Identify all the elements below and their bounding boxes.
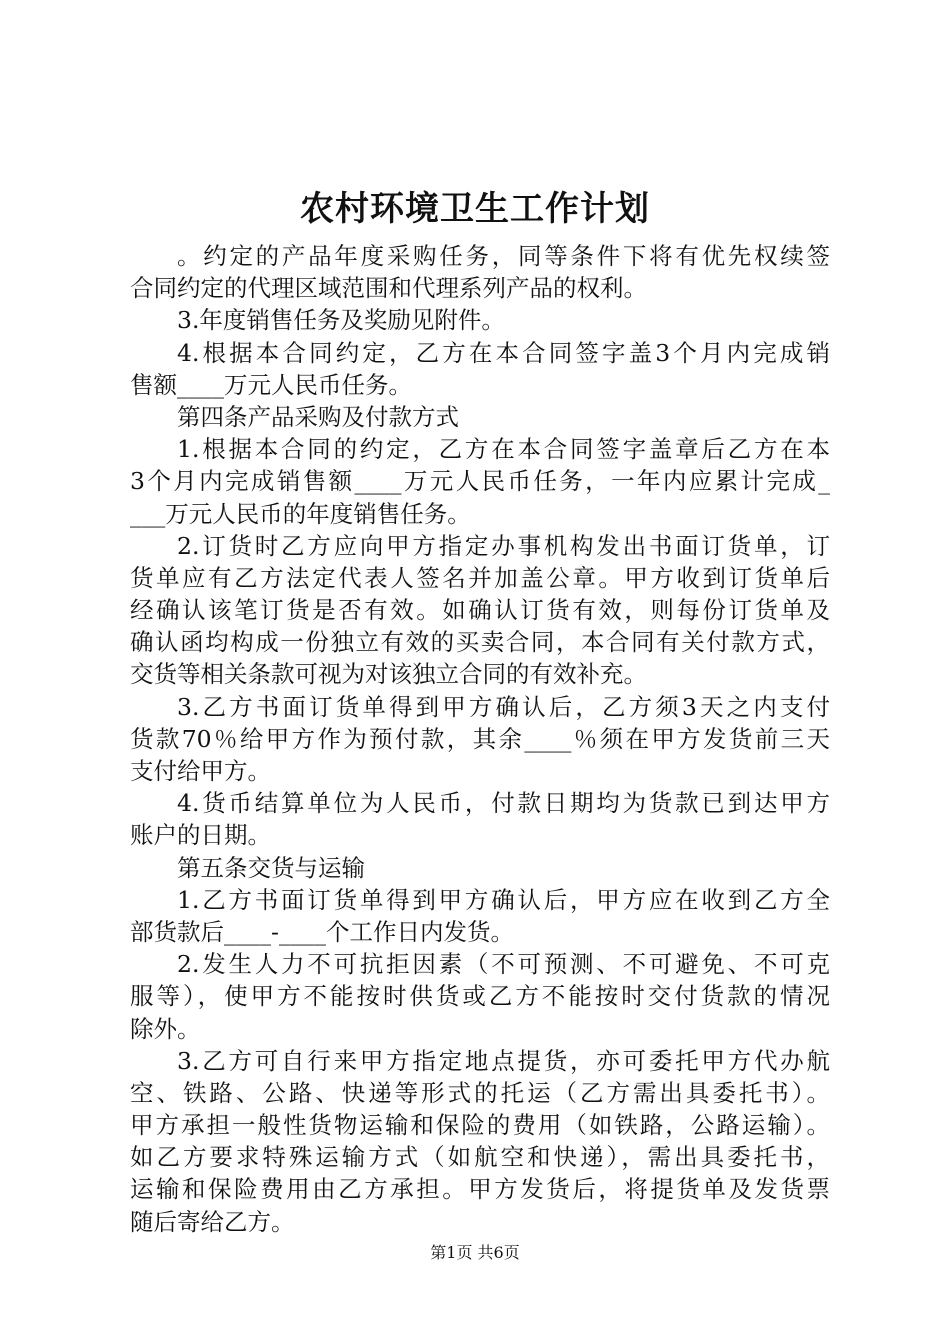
document-line: 经确认该笔订货是否有效。如确认订货有效，则每份订货单及 [130, 596, 830, 625]
document-line: 售额____万元人民币任务。 [130, 370, 412, 399]
document-line: 3.乙方书面订货单得到甲方确认后，乙方须3天之内支付 [177, 692, 830, 721]
document-line: 4.根据本合同约定，乙方在本合同签字盖3个月内完成销 [177, 338, 830, 367]
document-line: 运输和保险费用由乙方承担。甲方发货后，将提货单及发货票 [130, 1175, 830, 1204]
document-line: 1.乙方书面订货单得到甲方确认后，甲方应在收到乙方全 [177, 885, 830, 914]
document-line: 空、铁路、公路、快递等形式的托运（乙方需出具委托书）。 [130, 1078, 830, 1107]
document-line: 第四条产品采购及付款方式 [177, 402, 459, 431]
document-line: 交货等相关条款可视为对该独立合同的有效补充。 [130, 660, 647, 689]
document-line: 3.乙方可自行来甲方指定地点提货，亦可委托甲方代办航 [177, 1046, 830, 1075]
document-line: 3.年度销售任务及奖励见附件。 [177, 306, 505, 335]
document-line: 2.发生人力不可抗拒因素（不可预测、不可避免、不可克 [177, 950, 830, 979]
document-line: 1.根据本合同的约定，乙方在本合同签字盖章后乙方在本 [177, 435, 830, 464]
document-line: 服等），使甲方不能按时供货或乙方不能按时交付货款的情况 [130, 982, 830, 1011]
document-line: 货单应有乙方法定代表人签名并加盖公章。甲方收到订货单后 [130, 563, 830, 592]
document-line: ___万元人民币的年度销售任务。 [130, 499, 471, 528]
document-line: 2.订货时乙方应向甲方指定办事机构发出书面订货单，订 [177, 531, 830, 560]
document-body [130, 240, 830, 1238]
document-line: 如乙方要求特殊运输方式（如航空和快递），需出具委托书， [130, 1143, 830, 1172]
document-line: 4.货币结算单位为人民币，付款日期均为货款已到达甲方 [177, 789, 830, 818]
document-line: 账户的日期。 [130, 821, 271, 850]
document-line: 。约定的产品年度采购任务，同等条件下将有优先权续签 [177, 242, 830, 270]
document-line: 3个月内完成销售额____万元人民币任务，一年内应累计完成_ [130, 467, 830, 496]
document-line: 部货款后____-____个工作日内发货。 [130, 917, 514, 946]
document-line: 随后寄给乙方。 [130, 1207, 295, 1236]
document-line: 货款70％给甲方作为预付款，其余____％须在甲方发货前三天 [130, 724, 830, 753]
document-line: 甲方承担一般性货物运输和保险的费用（如铁路，公路运输）。 [130, 1111, 830, 1140]
document-line: 支付给甲方。 [130, 757, 271, 785]
document-line: 除外。 [130, 1014, 201, 1043]
document-title: 农村环境卫生工作计划 [300, 189, 650, 229]
document-line: 合同约定的代理区域范围和代理系列产品的权利。 [130, 274, 647, 303]
document-line: 确认函均构成一份独立有效的买卖合同，本合同有关付款方式， [130, 628, 830, 657]
page-number-footer: 第1页 共6页 [430, 1243, 520, 1262]
document-line: 第五条交货与运输 [177, 853, 365, 882]
